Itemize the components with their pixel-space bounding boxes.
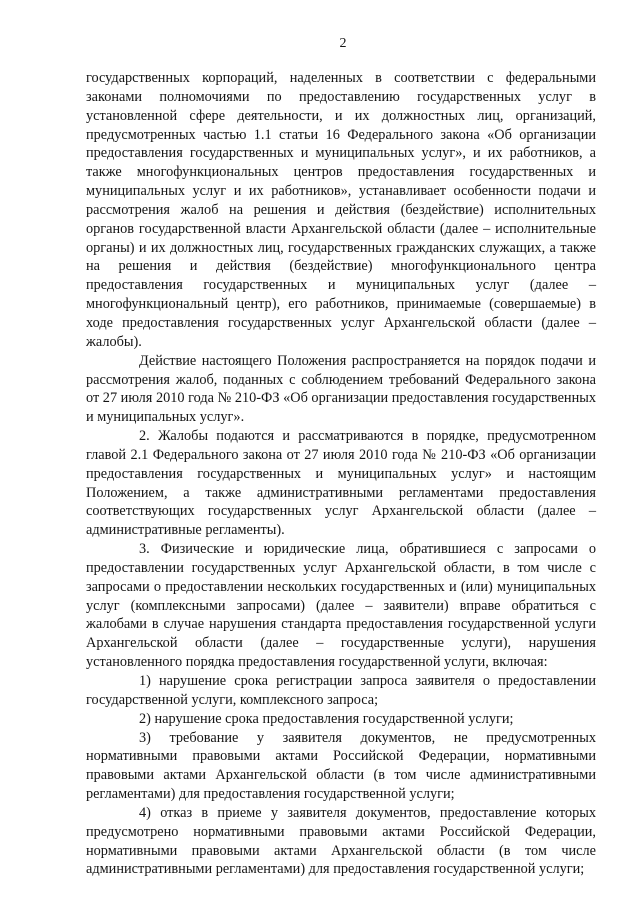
list-item-4: 4) отказ в приеме у заявителя документов, предоставление которых предусмотрено нормативными правовыми актами Российской Федерации, нормативными правовыми актами Архангельской области (в том числе административными регламентами) для предоставления государственной услуги; [86, 804, 596, 878]
list-item-1: 1) нарушение срока регистрации запроса заявителя о предоставлении государственной услуги, комплексного запроса; [86, 673, 596, 708]
list-item-2: 2) нарушение срока предоставления государственной услуги; [139, 710, 514, 727]
paragraph-item-3: 3. Физические и юридические лица, обратившиеся с запросами о предоставлении государственных услуг Архангельской области, в том числе с запросами о предоставлении нескольких государственных и (или) муниципальных услуг (комплексными запросами) (далее – заявители) вправе обратиться с жалобами в случае нарушения стандарта предоставления государственной услуги Архангельской области (далее – государственные услуги), нарушения установленного порядка предоставления государственной услуги, включая: [86, 541, 596, 671]
paragraph-scope: Действие настоящего Положения распространяется на порядок подачи и рассмотрения жалоб, поданных с соблюдением требований Федерального закона от 27 июля 2010 года № 210-ФЗ «Об организации предоставления государственных и муниципальных услуг». [86, 352, 596, 426]
paragraph-item-2: 2. Жалобы подаются и рассматриваются в порядке, предусмотренном главой 2.1 Федерального закона от 27 июля 2010 года № 210-ФЗ «Об организации предоставления государственных и муниципальных услуг» и настоящим Положением, а также административными регламентами предоставления соответствующих государственных услуг Архангельской области (далее – административные регламенты). [86, 428, 596, 539]
paragraph-intro-continuation: государственных корпораций, наделенных в соответствии с федеральными законами полномочиями по предоставлению государственных услуг в установленной сфере деятельности, и их должностных лиц, организаций, предусмотренных частью 1.1 статьи 16 Федерального закона «Об организации предоставления государственных и муниципальных услуг», и их работников, а также многофункциональных центров предоставления государственных и муниципальных услуг и их работников», устанавливает особенности подачи и рассмотрения жалоб на решения и действия (бездействие) исполнительных органов государственной власти Архангельской области (далее – исполнительные органы) и их должностных лиц, государственных гражданских служащих, а также на решения и действия (бездействие) многофункционального центра предоставления государственных и муниципальных услуг (далее – многофункциональный центр), его работников, принимаемые (совершаемые) в ходе предоставления государственных услуг Архангельской области (далее – жалобы). [86, 70, 596, 350]
list-item-3: 3) требование у заявителя документов, не предусмотренных нормативными правовыми актами Российской Федерации, нормативными правовыми актами Архангельской области (в том числе административными регламентами) для предоставления государственной услуги; [86, 729, 596, 803]
page-number: 2 [339, 36, 347, 51]
document-body [86, 69, 596, 879]
